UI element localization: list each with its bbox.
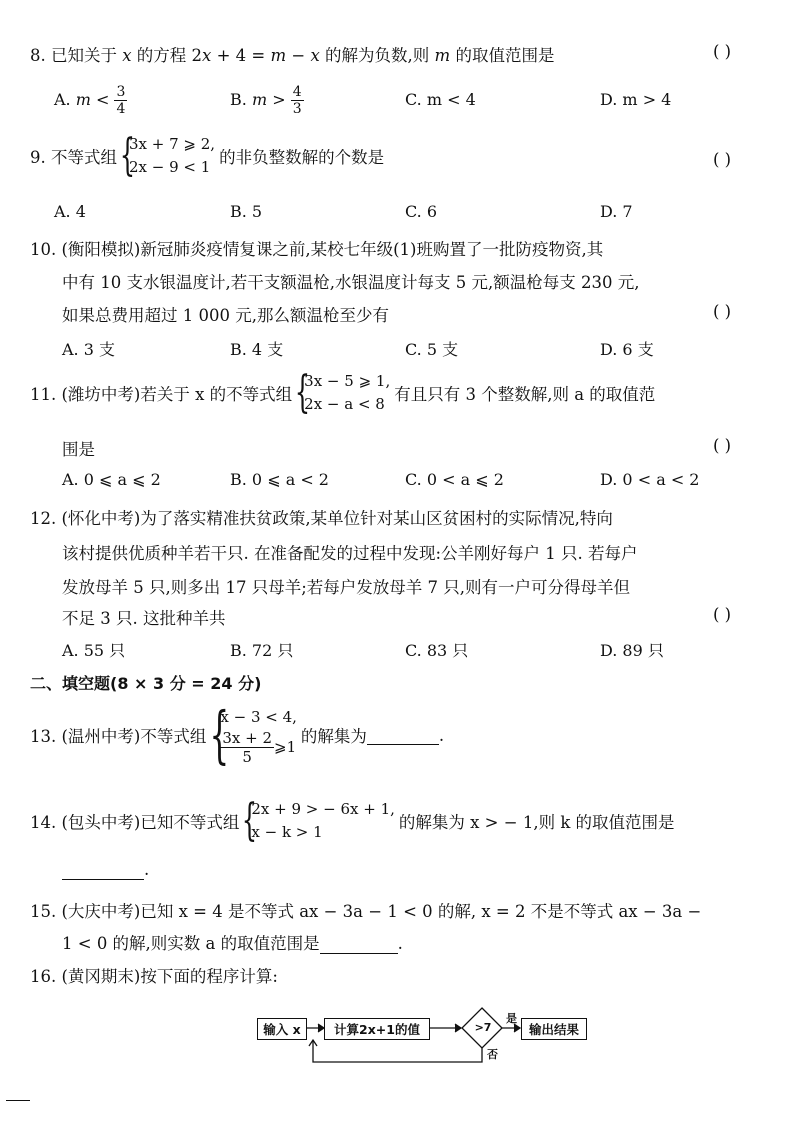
flow-no-label: 否 xyxy=(487,1048,498,1061)
q10-option-a[interactable]: A. 3 支 xyxy=(62,340,115,359)
flow-yes-label: 是 xyxy=(506,1012,517,1025)
q9-option-a[interactable]: A. 4 xyxy=(54,202,86,221)
q12-option-d[interactable]: D. 89 只 xyxy=(600,641,664,660)
flow-input-box: 输入 x xyxy=(257,1018,307,1040)
q12-line-3: 发放母羊 5 只,则多出 17 只母羊;若每户发放母羊 7 只,则有一户可分得母羊但 xyxy=(62,578,631,597)
q12-option-c[interactable]: C. 83 只 xyxy=(405,641,469,660)
q9-answer-paren[interactable]: ( ) xyxy=(713,150,732,169)
brace-icon: { xyxy=(209,698,230,771)
q9-option-d[interactable]: D. 7 xyxy=(600,202,633,221)
inequality-system: 3x + 7 ⩾ 2, 2x − 9 < 1 xyxy=(129,135,216,176)
q8-answer-paren[interactable]: ( ) xyxy=(713,42,732,61)
q12-line-1: 12. (怀化中考)为了落实精准扶贫政策,某单位针对某山区贫困村的实际情况,特向 xyxy=(30,509,613,528)
section-heading-fill-in: 二、填空题(8 × 3 分 = 24 分) xyxy=(30,674,262,693)
q8-stem: 8. 已知关于 x 的方程 2x + 4 = m − x 的解为负数,则 m 的取值范围是 xyxy=(30,46,555,65)
q10-option-d[interactable]: D. 6 支 xyxy=(600,340,654,359)
brace-icon: { xyxy=(119,130,136,181)
inequality-system: 3x − 5 ⩾ 1, 2x − a < 8 xyxy=(304,372,391,413)
brace-icon: { xyxy=(242,795,258,846)
q8-option-a[interactable]: A. m < $\frac{3}{4}$ xyxy=(54,84,126,117)
q11-option-d[interactable]: D. 0 < a < 2 xyxy=(600,470,700,489)
q10-answer-paren[interactable]: ( ) xyxy=(713,302,732,321)
q13-stem: 13. (温州中考)不等式组 { x − 3 < 4, $\frac{3x + 2}{5}$ ⩾1 的解集为 . xyxy=(30,698,445,771)
q11-option-b[interactable]: B. 0 ⩽ a < 2 xyxy=(230,470,329,489)
q12-option-b[interactable]: B. 72 只 xyxy=(230,641,294,660)
q15-line-1: 15. (大庆中考)已知 x = 4 是不等式 ax − 3a − 1 < 0 的解, x = 2 不是不等式 ax − 3a − xyxy=(30,902,702,921)
q9-option-b[interactable]: B. 5 xyxy=(230,202,263,221)
q10-line-2: 中有 10 支水银温度计,若干支额温枪,水银温度计每支 5 元,额温枪每支 230 元, xyxy=(62,273,640,292)
q8-option-b[interactable]: B. m > $\frac{4}{3}$ xyxy=(230,84,302,117)
flow-output-box: 输出结果 xyxy=(521,1018,587,1040)
q8-option-d[interactable]: D. m > 4 xyxy=(600,90,672,109)
q11-line-2: 围是 xyxy=(62,440,95,459)
q10-option-c[interactable]: C. 5 支 xyxy=(405,340,459,359)
q11-answer-paren[interactable]: ( ) xyxy=(713,436,732,455)
q16-line-1: 16. (黄冈期末)按下面的程序计算: xyxy=(30,967,278,986)
footer-rule xyxy=(6,1100,30,1101)
q11-option-a[interactable]: A. 0 ⩽ a ⩽ 2 xyxy=(62,470,161,489)
q11-stem: 11. (潍坊中考)若关于 x 的不等式组 { 3x − 5 ⩾ 1, 2x − a < 8 有且只有 3 个整数解,则 a 的取值范 xyxy=(30,367,656,418)
brace-icon: { xyxy=(294,367,311,418)
q15-line-2: 1 < 0 的解,则实数 a 的取值范围是 . xyxy=(62,934,403,953)
q11-option-c[interactable]: C. 0 < a ⩽ 2 xyxy=(405,470,504,489)
flow-compute-box: 计算2x+1的值 xyxy=(324,1018,430,1040)
q12-option-a[interactable]: A. 55 只 xyxy=(62,641,126,660)
q14-answer-line: . xyxy=(62,860,149,880)
q10-line-3: 如果总费用超过 1 000 元,那么额温枪至少有 xyxy=(62,306,389,325)
q9-stem: 9. 不等式组 { 3x + 7 ⩾ 2, 2x − 9 < 1 的非负整数解的个数是 xyxy=(30,130,385,181)
q10-option-b[interactable]: B. 4 支 xyxy=(230,340,284,359)
q10-line-1: 10. (衡阳模拟)新冠肺炎疫情复课之前,某校七年级(1)班购置了一批防疫物资,其 xyxy=(30,240,604,259)
inequality-system: 2x + 9 > − 6x + 1, x − k > 1 xyxy=(251,800,395,841)
flow-condition-label: >7 xyxy=(474,1021,492,1034)
q14-stem: 14. (包头中考)已知不等式组 { 2x + 9 > − 6x + 1, x − k > 1 的解集为 x > − 1,则 k 的取值范围是 xyxy=(30,795,675,846)
q8-option-c[interactable]: C. m < 4 xyxy=(405,90,476,109)
q12-answer-paren[interactable]: ( ) xyxy=(713,605,732,624)
q12-line-2: 该村提供优质种羊若干只. 在准备配发的过程中发现:公羊刚好每户 1 只. 若每户 xyxy=(62,544,638,563)
inequality-system: x − 3 < 4, $\frac{3x + 2}{5}$ ⩾1 xyxy=(220,707,297,766)
q9-option-c[interactable]: C. 6 xyxy=(405,202,438,221)
q12-line-4: 不足 3 只. 这批种羊共 xyxy=(62,609,226,628)
